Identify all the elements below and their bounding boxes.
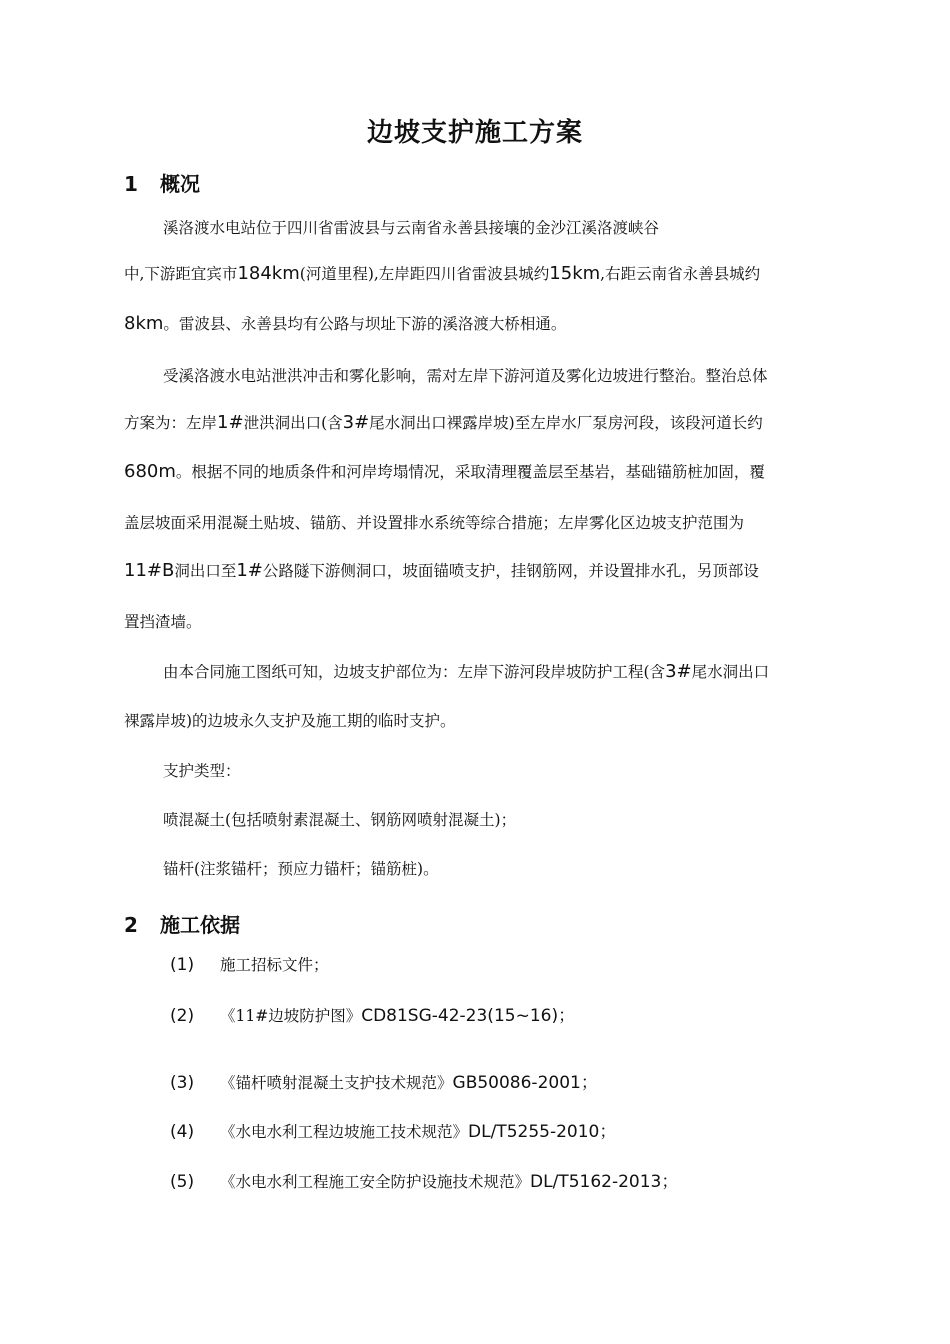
tunnel-id: 11#B	[124, 560, 175, 581]
reference-number: (3)	[170, 1073, 195, 1093]
reference-code: GB50086-2001；	[452, 1073, 598, 1093]
reference-text: 《水电水利工程边坡施工技术规范》	[220, 1123, 469, 1141]
text-run: 。根据不同的地质条件和河岸垮塌情况，采取清理覆盖层至基岩，基础锚筋桩加固，覆	[175, 463, 765, 481]
paragraph-2-line-2	[124, 411, 763, 433]
text-run: 尾水洞出口裸露岸坡)至左岸水厂泵房河段，该段河道长约	[369, 414, 763, 432]
text-run: 公路隧下游侧洞口，坡面锚喷支护，挂钢筋网，并设置排水孔，另顶部设	[262, 562, 759, 580]
reference-item	[170, 1068, 598, 1093]
reference-item	[170, 1167, 678, 1192]
section-heading-overview	[124, 168, 200, 197]
support-type-item: 喷混凝土(包括喷射素混凝土、钢筋网喷射混凝土)；	[163, 811, 517, 829]
distance-value: 680m	[124, 461, 176, 482]
paragraph-2-line-5	[124, 559, 759, 581]
paragraph-2-line-1: 受溪洛渡水电站泄洪冲击和雾化影响，需对左岸下游河道及雾化边坡进行整治。整治总体	[163, 367, 768, 385]
paragraph-3-line-2: 裸露岸坡)的边坡永久支护及施工期的临时支护。	[124, 712, 456, 730]
paragraph-2-line-3	[124, 460, 765, 482]
reference-item	[170, 953, 329, 975]
tunnel-id: 3#	[342, 412, 370, 433]
support-type-item: 锚杆(注浆锚杆；预应力锚杆；锚筋桩)。	[163, 860, 439, 878]
section-title: 施工依据	[160, 913, 240, 937]
reference-number: (5)	[170, 1172, 195, 1192]
section-title: 概况	[160, 172, 200, 196]
paragraph-2-line-4: 盖层坡面采用混凝土贴坡、锚筋、并设置排水系统等综合措施；左岸雾化区边坡支护范围为	[124, 514, 745, 532]
tunnel-id: 1#	[217, 412, 244, 433]
reference-item	[170, 1001, 575, 1026]
reference-code: DL/T5255-2010；	[468, 1122, 617, 1142]
tunnel-id: 1#	[236, 560, 263, 581]
reference-code: DL/T5162-2013；	[530, 1172, 679, 1192]
section-heading-basis	[124, 909, 240, 938]
reference-number: (1)	[170, 955, 195, 975]
distance-value: 15km	[549, 263, 601, 284]
reference-text: 施工招标文件；	[220, 956, 329, 974]
tunnel-id: 3#	[665, 661, 692, 682]
section-number: 1	[124, 172, 138, 196]
reference-number: (2)	[170, 1006, 195, 1026]
reference-text: 《水电水利工程施工安全防护设施技术规范》	[220, 1173, 531, 1191]
paragraph-3-line-1	[163, 660, 769, 682]
text-run: ,右距云南省永善县城约	[600, 265, 761, 283]
paragraph-1-line-1: 溪洛渡水电站位于四川省雷波县与云南省永善县接壤的金沙江溪洛渡峡谷	[163, 219, 660, 237]
text-run: 洞出口至	[174, 562, 237, 580]
page-title: 边坡支护施工方案	[366, 118, 583, 148]
paragraph-2-line-6: 置挡渣墙。	[124, 613, 202, 631]
section-number: 2	[124, 913, 138, 937]
support-types-label: 支护类型：	[163, 762, 241, 780]
reference-number: (4)	[170, 1122, 195, 1142]
paragraph-1-line-2	[124, 262, 760, 284]
text-run: 。雷波县、永善县均有公路与坝址下游的溪洛渡大桥相通。	[163, 315, 567, 333]
text-run: 中,下游距宜宾市	[124, 265, 238, 283]
text-run: (河道里程),左岸距四川省雷波县城约	[299, 265, 550, 283]
reference-text: 《锚杆喷射混凝土支护技术规范》	[220, 1074, 453, 1092]
reference-text: 《11#边坡防护图》	[220, 1007, 362, 1025]
text-run: 由本合同施工图纸可知，边坡支护部位为：左岸下游河段岸坡防护工程(含	[163, 663, 666, 681]
reference-item	[170, 1117, 616, 1142]
distance-value: 8km	[124, 313, 164, 334]
text-run: 尾水洞出口	[691, 663, 770, 681]
reference-code: CD81SG-42-23(15~16)；	[361, 1006, 576, 1026]
text-run: 方案为：左岸	[124, 414, 218, 432]
text-run: 泄洪洞出口(含	[243, 414, 343, 432]
distance-value: 184km	[237, 263, 300, 284]
paragraph-1-line-3	[124, 312, 566, 334]
